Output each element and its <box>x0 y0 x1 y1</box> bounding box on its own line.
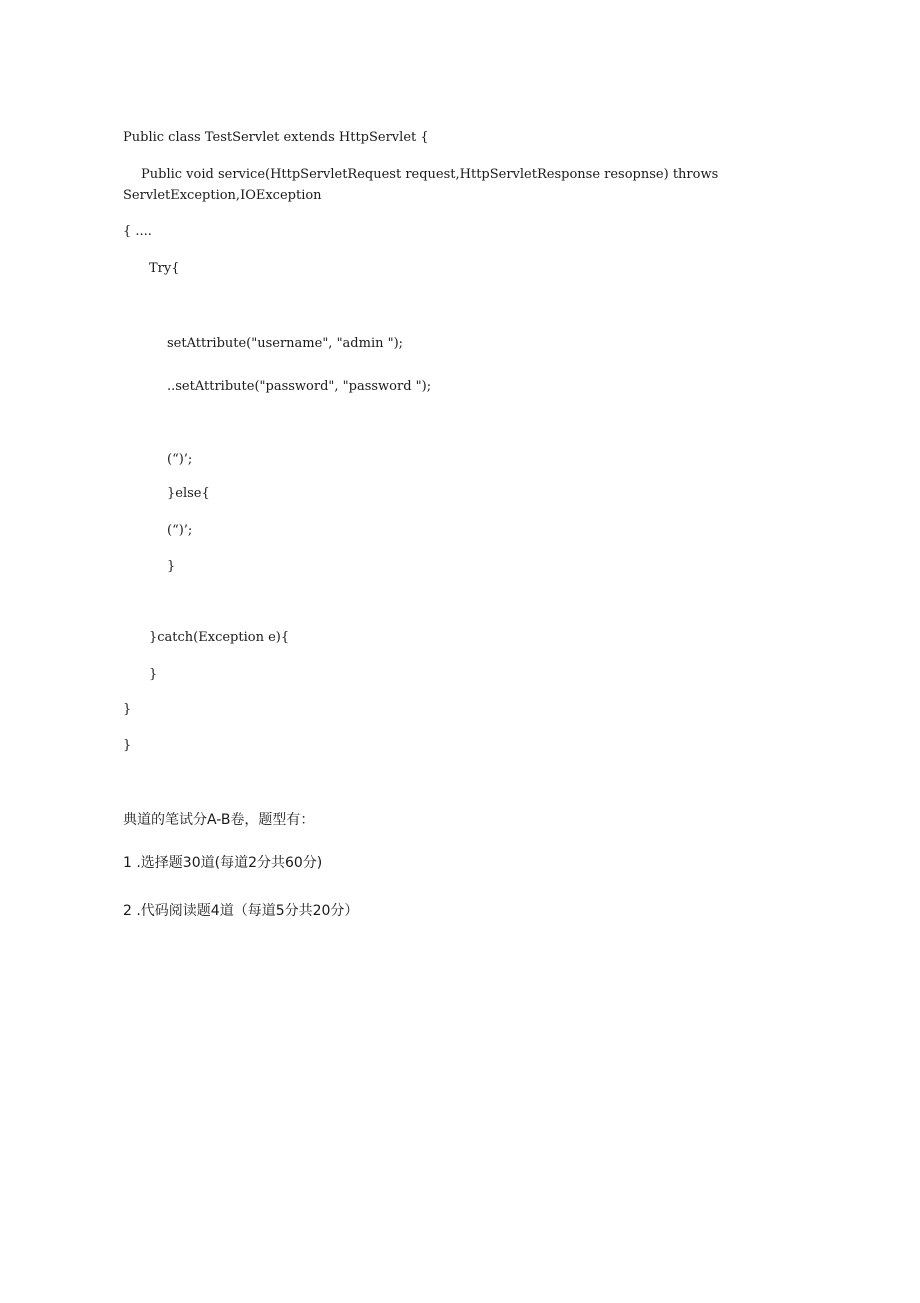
code-catch-close-brace: } <box>149 667 158 682</box>
code-class-declaration: Public class TestServlet extends HttpServlet { <box>123 130 429 145</box>
exam-intro-text: 典道的笔试分A-B卷，题型有： <box>123 812 315 828</box>
code-class-close-brace: } <box>123 738 132 753</box>
code-catch-open: }catch(Exception e){ <box>149 630 290 645</box>
code-method-declaration: Public void service(HttpServletRequest request,HttpServletResponse resopnse) throws <box>141 167 719 182</box>
code-set-password: ..setAttribute("password", "password "); <box>167 379 432 394</box>
code-else-open: }else{ <box>167 486 210 501</box>
code-method-throws: ServletException,IOException <box>123 188 322 203</box>
code-set-username: setAttribute("username", "admin "); <box>167 336 404 351</box>
exam-item-multiple-choice: 1 .选择题30道(每道2分共60分) <box>123 855 323 871</box>
code-quote-statement: (“)’; <box>167 452 193 467</box>
code-method-open-brace: { .... <box>123 224 152 239</box>
code-quote-statement: (“)’; <box>167 523 193 538</box>
code-method-close-brace: } <box>123 702 132 717</box>
code-if-close-brace: } <box>167 559 176 574</box>
code-try-open: Try{ <box>149 261 180 276</box>
exam-item-code-reading: 2 .代码阅读题4道（每道5分共20分） <box>123 903 359 919</box>
